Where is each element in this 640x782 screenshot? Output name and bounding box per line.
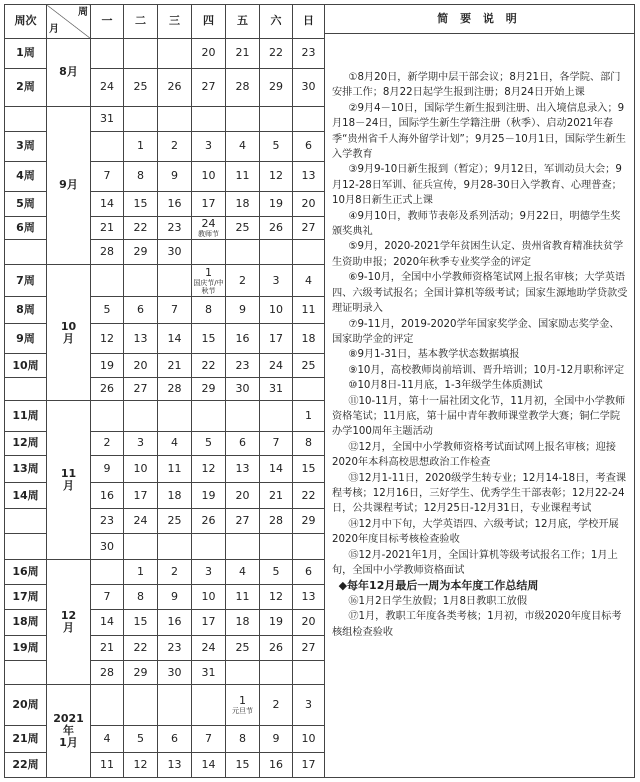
day-cell: 11 [226, 585, 260, 610]
day-cell: 11 [91, 753, 124, 778]
holiday-label: 教师节 [198, 229, 219, 238]
day-cell: 28 [226, 68, 260, 106]
day-cell: 16 [158, 192, 192, 217]
day-cell: 17 [124, 483, 158, 509]
weekday-header: 六 [260, 5, 293, 39]
day-cell [293, 377, 325, 401]
note-item: ◆每年12月最后一周为本年度工作总结周 [338, 579, 539, 593]
day-cell [91, 401, 124, 431]
week-number-cell: 3周 [5, 131, 47, 161]
week-number-cell: 13周 [5, 456, 47, 483]
day-cell [260, 533, 293, 560]
week-number-cell: 22周 [5, 753, 47, 778]
week-number-cell: 1周 [5, 38, 47, 68]
day-cell: 19 [91, 354, 124, 378]
day-cell: 14 [91, 609, 124, 635]
day-cell: 2 [260, 684, 293, 725]
day-cell: 3 [192, 560, 226, 585]
day-cell [124, 401, 158, 431]
day-cell: 3 [124, 431, 158, 456]
day-cell: 12 [192, 456, 226, 483]
day-cell: 22 [124, 635, 158, 661]
day-cell: 7 [158, 297, 192, 324]
month-year: 2021 [53, 711, 84, 725]
month-label: 月 [63, 331, 74, 345]
day-cell: 10 [293, 726, 325, 753]
day-cell: 21 [158, 354, 192, 378]
day-cell [226, 533, 260, 560]
month-number: 12 [60, 609, 77, 623]
notes-panel [324, 34, 635, 778]
holiday-label: 国庆节/中秋节 [193, 278, 224, 295]
corner-month-label: 月 [49, 23, 59, 35]
day-cell: 7 [192, 726, 226, 753]
day-cell [158, 684, 192, 725]
week-number-cell: 5周 [5, 192, 47, 217]
day-cell: 28 [91, 240, 124, 265]
weekday-header: 四 [192, 5, 226, 39]
day-cell: 18 [293, 324, 325, 354]
day-cell: 22 [293, 483, 325, 509]
corner-week-label: 周 [78, 7, 88, 18]
note-item: ⑮12月-2021年1月，全国计算机等级考试报名工作；1月上旬，全国中小学教师资格面试 [332, 549, 618, 576]
day-cell [192, 216, 226, 240]
note-item: ⑯1月2日学生放假；1月8日教职工放假 [348, 595, 528, 607]
day-cell: 14 [91, 192, 124, 217]
day-cell: 8 [226, 726, 260, 753]
day-cell: 5 [124, 726, 158, 753]
day-cell: 18 [226, 192, 260, 217]
day-cell: 12 [260, 161, 293, 191]
day-cell: 24 [124, 508, 158, 533]
week-number-cell [5, 240, 47, 265]
weekday-header: 一 [91, 5, 124, 39]
day-cell: 2 [158, 131, 192, 161]
day-cell: 25 [158, 508, 192, 533]
calendar-grid [4, 4, 325, 778]
month-cell-jan [47, 684, 91, 777]
week-number-cell: 19周 [5, 635, 47, 661]
day-cell: 21 [226, 38, 260, 68]
day-cell: 17 [293, 753, 325, 778]
day-cell: 3 [260, 264, 293, 296]
month-cell-dec [47, 560, 91, 684]
day-cell: 27 [192, 68, 226, 106]
week-number-cell: 10周 [5, 354, 47, 378]
day-cell [293, 533, 325, 560]
calendar-row [5, 38, 325, 68]
day-cell: 15 [226, 753, 260, 778]
day-cell: 28 [91, 661, 124, 685]
day-cell: 4 [226, 560, 260, 585]
day-cell: 16 [158, 609, 192, 635]
note-item: ⑦9-11月，2019-2020学年国家奖学金、国家励志奖学金、国家助学金的评定 [332, 318, 620, 345]
day-cell: 14 [158, 324, 192, 354]
week-number-cell: 2周 [5, 68, 47, 106]
day-cell [226, 106, 260, 131]
note-item: ⑤9月，2020-2021学年贫困生认定、贵州省教育精准扶贫学生资助申报；2020年秋季专业奖学金的评定 [332, 241, 624, 268]
calendar-row [5, 560, 325, 585]
day-cell: 27 [293, 216, 325, 240]
day-cell: 16 [226, 324, 260, 354]
day-cell: 19 [260, 192, 293, 217]
day-cell: 21 [91, 635, 124, 661]
day-cell [226, 401, 260, 431]
calendar-row [5, 684, 325, 725]
month-label: 月 [63, 479, 74, 493]
day-cell: 5 [192, 431, 226, 456]
day-cell: 13 [293, 585, 325, 610]
week-number-cell: 14周 [5, 483, 47, 509]
note-item: ④9月10日，教师节表彰及系列活动；9月22日，明德学生奖颁奖典礼 [332, 210, 621, 238]
month-year-suffix: 年 [63, 723, 74, 737]
day-cell: 4 [91, 726, 124, 753]
day-cell: 9 [91, 456, 124, 483]
week-number-cell: 18周 [5, 609, 47, 635]
day-cell: 22 [260, 38, 293, 68]
day-cell: 1 [293, 401, 325, 431]
day-cell [192, 240, 226, 265]
day-cell: 5 [91, 297, 124, 324]
week-month-corner-header [47, 5, 91, 39]
note-item: ⑫12月，全国中小学教师资格考试面试网上报名审核；迎接2020年本科高校思想政治工作检查 [332, 441, 616, 469]
day-cell: 3 [192, 131, 226, 161]
day-cell: 30 [293, 68, 325, 106]
month-cell-nov [47, 401, 91, 560]
day-cell: 16 [260, 753, 293, 778]
day-cell: 15 [124, 609, 158, 635]
school-calendar [4, 4, 636, 778]
day-cell [158, 264, 192, 296]
day-cell [260, 106, 293, 131]
day-cell: 30 [158, 240, 192, 265]
day-cell: 14 [260, 456, 293, 483]
day-cell: 31 [192, 661, 226, 685]
day-cell: 6 [158, 726, 192, 753]
holiday-label: 元旦节 [232, 707, 253, 716]
day-cell: 25 [293, 354, 325, 378]
day-cell: 11 [226, 161, 260, 191]
week-number-cell: 17周 [5, 585, 47, 610]
notes-title: 简 要 说 明 [324, 4, 635, 34]
day-cell: 26 [91, 377, 124, 401]
day-cell: 28 [158, 377, 192, 401]
day-cell: 5 [260, 131, 293, 161]
day-cell: 14 [192, 753, 226, 778]
day-cell [124, 684, 158, 725]
calendar-row [5, 264, 325, 296]
day-cell [91, 131, 124, 161]
day-cell: 29 [260, 68, 293, 106]
day-cell: 8 [293, 431, 325, 456]
day-cell [192, 106, 226, 131]
day-cell [192, 684, 226, 725]
day-number: 1 [239, 694, 246, 708]
day-cell: 20 [226, 483, 260, 509]
day-cell [260, 401, 293, 431]
week-number-cell: 16周 [5, 560, 47, 585]
day-cell [192, 264, 226, 296]
week-number-cell: 4周 [5, 161, 47, 191]
day-cell: 16 [91, 483, 124, 509]
day-cell [91, 684, 124, 725]
day-cell [260, 661, 293, 685]
day-cell: 22 [124, 216, 158, 240]
day-cell: 10 [192, 161, 226, 191]
week-number-cell: 7周 [5, 264, 47, 296]
day-cell: 23 [226, 354, 260, 378]
day-cell: 6 [124, 297, 158, 324]
day-cell [158, 533, 192, 560]
day-cell: 30 [91, 533, 124, 560]
day-cell: 9 [226, 297, 260, 324]
day-cell: 21 [91, 216, 124, 240]
day-cell: 8 [192, 297, 226, 324]
day-cell [192, 401, 226, 431]
week-number-cell [5, 533, 47, 560]
day-cell: 6 [226, 431, 260, 456]
day-cell: 20 [124, 354, 158, 378]
day-cell: 10 [260, 297, 293, 324]
day-cell: 10 [124, 456, 158, 483]
week-number-cell [5, 377, 47, 401]
month-cell-aug: 8月 [47, 38, 91, 106]
day-cell: 9 [158, 161, 192, 191]
day-cell: 31 [91, 106, 124, 131]
week-number-cell [5, 508, 47, 533]
day-cell [124, 533, 158, 560]
day-cell: 27 [293, 635, 325, 661]
note-item: ⑥9-10月，全国中小学教师资格笔试网上报名审核；大学英语四、六级考试报名；全国计算机等级考试；国家生源地助学贷款受理证明录入 [332, 272, 628, 315]
day-cell [293, 106, 325, 131]
day-cell: 20 [293, 609, 325, 635]
day-cell: 30 [158, 661, 192, 685]
note-item: ①8月20日，新学期中层干部会议；8月21日，各学院、部门安排工作；8月22日起学生报到注册；8月24日开始上课 [332, 72, 621, 99]
month-label: 月 [63, 621, 74, 635]
day-cell: 21 [260, 483, 293, 509]
day-cell: 23 [91, 508, 124, 533]
day-cell [158, 401, 192, 431]
day-cell [293, 240, 325, 265]
note-item: ⑰1月，教职工年度各类考核；1月初，市级2020年度目标考核组检查验收 [332, 611, 622, 638]
day-cell: 12 [91, 324, 124, 354]
day-cell [192, 533, 226, 560]
day-cell: 7 [91, 585, 124, 610]
day-number: 24 [201, 216, 216, 230]
day-cell: 12 [260, 585, 293, 610]
note-item: ⑪10-11月，第十一届社团文化节，11月初，全国中小学教师资格笔试；11月底，第十届中青年教师课堂教学大赛；铜仁学院办学100周年主题活动 [332, 395, 626, 438]
day-cell: 2 [91, 431, 124, 456]
weekday-header: 五 [226, 5, 260, 39]
day-cell: 5 [260, 560, 293, 585]
day-cell: 2 [158, 560, 192, 585]
day-cell [91, 264, 124, 296]
weekday-header: 日 [293, 5, 325, 39]
week-number-cell: 9周 [5, 324, 47, 354]
day-cell [124, 106, 158, 131]
day-cell: 26 [260, 635, 293, 661]
day-cell: 8 [124, 585, 158, 610]
day-cell: 11 [158, 456, 192, 483]
day-cell: 27 [124, 377, 158, 401]
day-cell: 4 [226, 131, 260, 161]
month-cell-oct [47, 264, 91, 401]
day-cell: 18 [158, 483, 192, 509]
note-item: ⑭12月中下旬，大学英语四、六级考试；12月底，学校开展2020年度目标考核检查验收 [332, 518, 619, 546]
day-cell: 20 [293, 192, 325, 217]
day-cell: 23 [158, 216, 192, 240]
day-cell: 7 [91, 161, 124, 191]
note-item: ⑩10月8日-11月底，1-3年级学生体质测试 [348, 380, 543, 392]
day-cell: 19 [260, 609, 293, 635]
day-cell: 15 [293, 456, 325, 483]
calendar-row [5, 106, 325, 131]
day-cell: 28 [260, 508, 293, 533]
day-cell [293, 661, 325, 685]
day-cell: 25 [226, 635, 260, 661]
week-number-cell: 21周 [5, 726, 47, 753]
day-cell: 24 [192, 635, 226, 661]
week-number-cell: 12周 [5, 431, 47, 456]
day-cell: 3 [293, 684, 325, 725]
day-cell: 8 [124, 161, 158, 191]
note-item: ⑬12月1-11日，2020级学生转专业；12月14-18日，考查课程考核；12月16日，三好学生、优秀学生干部表彰；12月22-24日，公共课程考试；12月25日-12月31日，专业课程考试 [332, 472, 627, 515]
day-cell: 2 [226, 264, 260, 296]
week-number-cell [5, 106, 47, 131]
week-number-cell [5, 661, 47, 685]
day-cell: 13 [226, 456, 260, 483]
day-cell: 25 [124, 68, 158, 106]
day-cell: 17 [192, 192, 226, 217]
day-cell: 1 [124, 560, 158, 585]
day-cell: 13 [293, 161, 325, 191]
day-cell: 7 [260, 431, 293, 456]
day-cell: 9 [158, 585, 192, 610]
day-cell: 26 [192, 508, 226, 533]
day-cell: 26 [260, 216, 293, 240]
header-row [5, 5, 325, 39]
note-item: ⑨10月，高校教师岗前培训、晋升培训；10月-12月职称评定 [348, 364, 625, 376]
day-cell: 4 [158, 431, 192, 456]
day-cell: 15 [192, 324, 226, 354]
note-item: ②9月4－10日，国际学生新生报到注册、出入境信息录入；9月18－24日，国际学生新生学籍注册（秋季）、启动2021年春季“贵州省千人海外留学计划”；9月25－10月1日，国际学生新生入学教育 [332, 102, 626, 161]
day-cell: 12 [124, 753, 158, 778]
weekday-header: 三 [158, 5, 192, 39]
day-cell: 24 [260, 354, 293, 378]
day-cell: 9 [260, 726, 293, 753]
day-cell: 17 [260, 324, 293, 354]
day-cell [124, 264, 158, 296]
day-cell: 11 [293, 297, 325, 324]
day-cell: 13 [124, 324, 158, 354]
day-cell: 22 [192, 354, 226, 378]
day-cell: 15 [124, 192, 158, 217]
day-cell: 26 [158, 68, 192, 106]
month-cell-sep: 9月 [47, 106, 91, 264]
day-cell: 29 [192, 377, 226, 401]
day-cell: 23 [293, 38, 325, 68]
day-cell: 19 [192, 483, 226, 509]
day-cell: 27 [226, 508, 260, 533]
day-cell: 18 [226, 609, 260, 635]
week-number-cell: 11周 [5, 401, 47, 431]
day-cell [124, 38, 158, 68]
week-number-cell: 20周 [5, 684, 47, 725]
day-cell: 25 [226, 216, 260, 240]
day-cell: 29 [124, 661, 158, 685]
day-cell [158, 38, 192, 68]
day-cell: 31 [260, 377, 293, 401]
day-cell [91, 38, 124, 68]
day-cell: 23 [158, 635, 192, 661]
day-cell [226, 240, 260, 265]
month-number: 10 [60, 319, 77, 333]
day-cell: 29 [293, 508, 325, 533]
week-number-cell: 8周 [5, 297, 47, 324]
day-cell: 6 [293, 560, 325, 585]
day-number: 1 [205, 265, 212, 279]
day-cell: 4 [293, 264, 325, 296]
day-cell: 10 [192, 585, 226, 610]
day-cell [158, 106, 192, 131]
day-cell [91, 560, 124, 585]
week-column-header: 周次 [5, 5, 47, 39]
day-cell [226, 661, 260, 685]
note-item: ③9月9-10日新生报到（暂定）；9月12日，军训动员大会；9月12-28日军训、征兵宣传，9月28-30日入学教育、心理普查；10月8日新生正式上课 [332, 164, 622, 207]
weekday-header: 二 [124, 5, 158, 39]
calendar-row [5, 401, 325, 431]
day-cell: 29 [124, 240, 158, 265]
note-item: ⑧9月1-31日，基本教学状态数据填报 [348, 349, 520, 361]
day-cell: 6 [293, 131, 325, 161]
week-number-cell: 6周 [5, 216, 47, 240]
day-cell: 17 [192, 609, 226, 635]
month-number: 11 [60, 467, 77, 481]
day-cell [226, 684, 260, 725]
day-cell: 20 [192, 38, 226, 68]
month-label: 1月 [59, 735, 78, 749]
day-cell: 30 [226, 377, 260, 401]
day-cell: 24 [91, 68, 124, 106]
day-cell: 13 [158, 753, 192, 778]
day-cell [260, 240, 293, 265]
day-cell: 1 [124, 131, 158, 161]
